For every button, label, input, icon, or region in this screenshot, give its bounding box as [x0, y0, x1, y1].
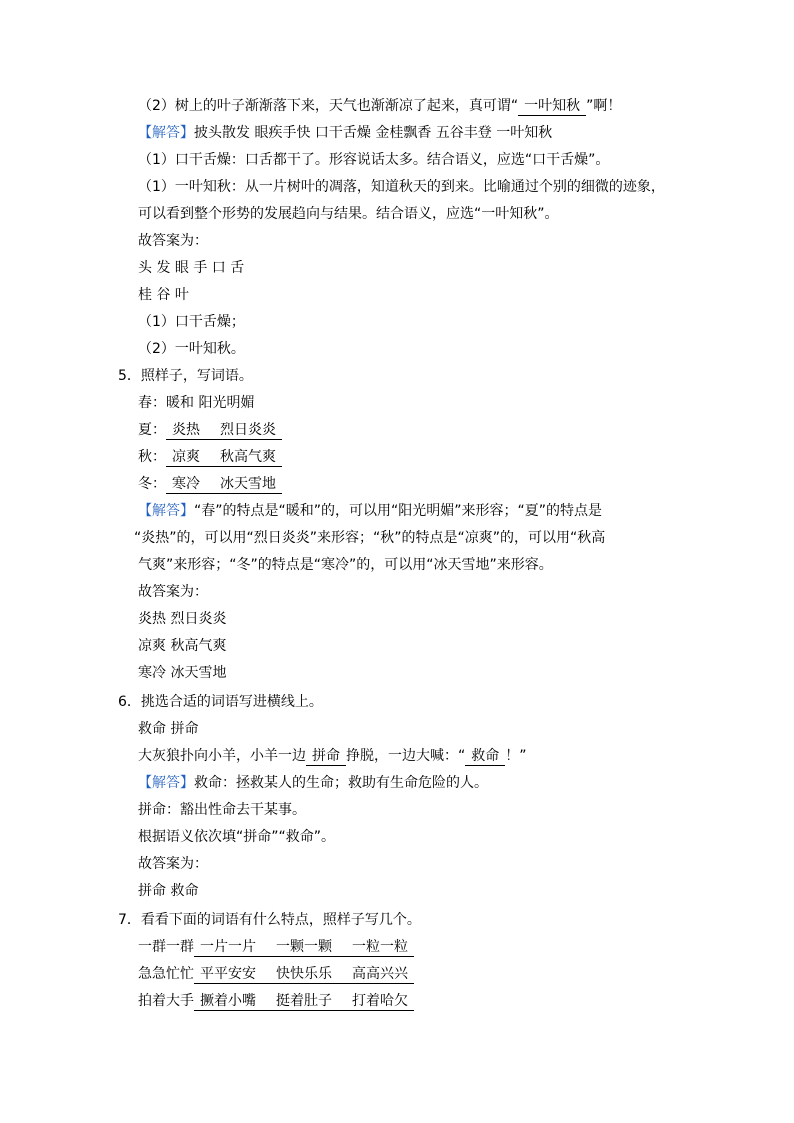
q5-answer-label: 故答案为： [138, 584, 208, 600]
q6-explanation-2: 拼命：豁出性命去干某事。 [138, 802, 306, 818]
q4-explanation-1: （1）口干舌燥：口舌都干了。形容说话太多。结合语义，应选“口干舌燥”。 [138, 152, 610, 168]
q5-answer-3: 寒冷 冰天雪地 [138, 665, 227, 681]
q6-blank-2: 救命 [465, 748, 505, 766]
q5-autumn-answer [166, 449, 282, 467]
q7-r1-b: 一颗一颗 [276, 939, 332, 955]
q4-answer-line-2: 桂 谷 叶 [138, 287, 189, 303]
q5-summer-answer [166, 422, 282, 440]
q5-jieda [138, 501, 602, 521]
q7-row-1-label: 一群一群 [138, 939, 194, 955]
q6-explanation-3: 根据语义依次填“拼命”“救命”。 [138, 829, 336, 845]
q5-summer [138, 420, 282, 440]
q4-jieda-text: 披头散发 眼疾手快 口干舌燥 金桂飘香 五谷丰登 一叶知秋 [194, 125, 553, 141]
q4-s2-pre: （2）树上的叶子渐渐落下来，天气也渐渐凉了起来，真可谓“ [138, 98, 519, 114]
q7-r2-a: 平平安安 [200, 966, 256, 982]
q5-title: 5．照样子，写词语。 [118, 368, 253, 384]
q7-r3-c: 打着哈欠 [352, 993, 408, 1009]
q4-answer-line-1: 头 发 眼 手 口 舌 [138, 260, 245, 276]
q4-s2-post: ”啊！ [586, 98, 622, 114]
q7-row-2-label: 急急忙忙 [138, 966, 194, 982]
q6-title: 6．挑选合适的词语写进横线上。 [118, 694, 323, 710]
q5-explanation-1: “春”的特点是“暖和”的，可以用“阳光明媚”来形容；“夏”的特点是 [194, 503, 603, 519]
q7-r3-a: 撅着小嘴 [200, 993, 256, 1009]
q6-sentence [138, 746, 527, 766]
q5-winter [138, 474, 282, 494]
q7-r2-b: 快快乐乐 [276, 966, 332, 982]
q6-blank-1: 拼命 [306, 748, 346, 766]
q5-summer-a: 炎热 [172, 422, 200, 438]
q6-sentence-mid: 挣脱，一边大喊：“ [346, 748, 466, 764]
q7-title: 7．看看下面的词语有什么特点，照样子写几个。 [118, 912, 421, 928]
q6-jieda [138, 773, 488, 793]
q7-r1-a: 一片一片 [200, 939, 256, 955]
q7-r2-c: 高高兴兴 [352, 966, 408, 982]
q4-sentence-2 [138, 96, 621, 116]
q5-winter-answer [166, 476, 282, 494]
q4-jieda [138, 123, 552, 143]
q5-autumn-b: 秋高气爽 [220, 449, 276, 465]
q6-sentence-post: ！” [505, 748, 527, 764]
q4-answer-line-4: （2）一叶知秋。 [138, 341, 245, 357]
jieda-tag: 【解答】 [138, 125, 194, 141]
q6-answer-label: 故答案为： [138, 856, 208, 872]
jieda-tag: 【解答】 [138, 503, 194, 519]
q5-autumn-a: 凉爽 [172, 449, 200, 465]
q5-explanation-2: “炎热”的，可以用“烈日炎炎”来形容；“秋”的特点是“凉爽”的，可以用“秋高 [134, 530, 606, 546]
q7-row-1-answers [194, 939, 414, 957]
q7-row-3 [138, 991, 414, 1011]
q4-answer-label: 故答案为： [138, 233, 208, 249]
q7-row-3-label: 拍着大手 [138, 993, 194, 1009]
q5-autumn-label: 秋： [138, 449, 166, 465]
q7-row-2-answers [194, 966, 414, 984]
jieda-tag: 【解答】 [138, 775, 194, 791]
q7-row-2 [138, 964, 414, 984]
q5-winter-label: 冬： [138, 476, 166, 492]
q6-word-choices: 救命 拼命 [138, 721, 199, 737]
q5-explanation-3: 气爽”来形容；“冬”的特点是“寒冷”的，可以用“冰天雪地”来形容。 [138, 557, 553, 573]
q5-summer-label: 夏： [138, 422, 166, 438]
q5-spring: 春：暖和 阳光明媚 [138, 395, 255, 411]
q5-summer-b: 烈日炎炎 [220, 422, 276, 438]
q6-sentence-pre: 大灰狼扑向小羊，小羊一边 [138, 748, 306, 764]
q5-autumn [138, 447, 282, 467]
q7-r1-c: 一粒一粒 [352, 939, 408, 955]
q4-s2-answer: 一叶知秋 [518, 98, 586, 116]
q7-r3-b: 挺着肚子 [276, 993, 332, 1009]
q7-row-1 [138, 937, 414, 957]
q7-row-3-answers [194, 993, 414, 1011]
q5-answer-2: 凉爽 秋高气爽 [138, 638, 227, 654]
q6-answer-1: 拼命 救命 [138, 883, 199, 899]
q6-explanation-1: 救命：拯救某人的生命；救助有生命危险的人。 [194, 775, 488, 791]
q5-winter-a: 寒冷 [172, 476, 200, 492]
q5-answer-1: 炎热 烈日炎炎 [138, 611, 227, 627]
q4-explanation-2a: （1）一叶知秋：从一片树叶的凋落，知道秋天的到来。比喻通过个别的细微的迹象， [138, 179, 665, 195]
q5-winter-b: 冰天雪地 [220, 476, 276, 492]
q4-answer-line-3: （1）口干舌燥； [138, 314, 245, 330]
q4-explanation-2b: 可以看到整个形势的发展趋向与结果。结合语义，应选“一叶知秋”。 [138, 206, 559, 222]
